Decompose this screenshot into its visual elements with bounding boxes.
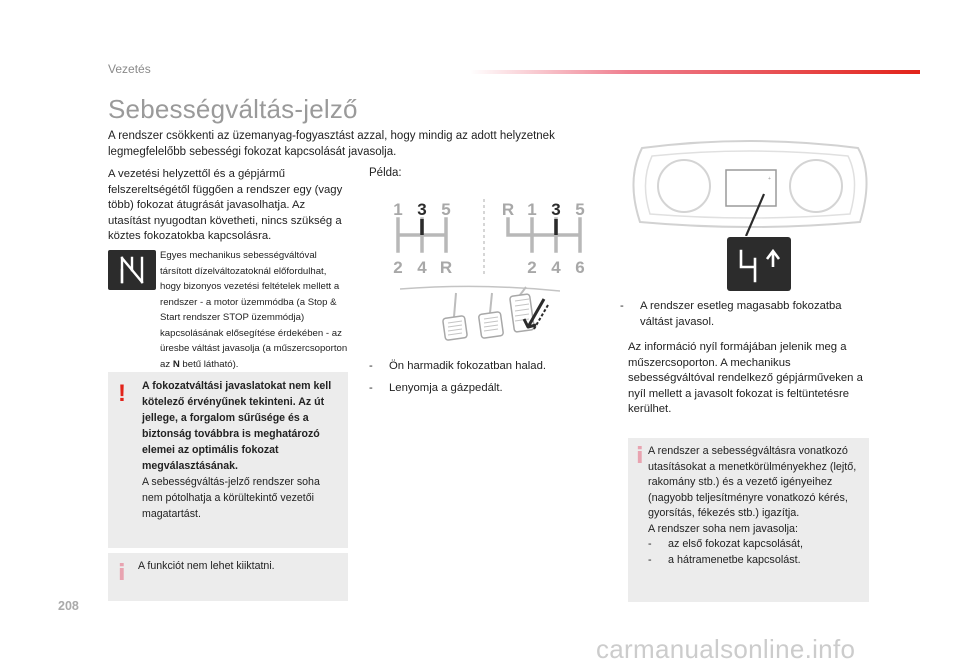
page-title: Sebességváltás-jelző (108, 94, 358, 124)
bullet-accelerator-text: Lenyomja a gázpedált. (389, 382, 503, 394)
header-accent-bar (470, 70, 920, 74)
gate-right-bottom-6: 6 (575, 258, 585, 277)
neutral-note-letter: N (172, 358, 180, 370)
watermark: carmanualsonline.info (596, 634, 856, 664)
info-icon: i (636, 444, 644, 469)
section-label: Vezetés (108, 62, 151, 76)
right-bullet-text: A rendszer esetleg magasabb fokozatba váltást javasol. (640, 300, 842, 328)
bullet-dash: - (369, 360, 373, 372)
right-bullet (620, 299, 868, 330)
example-label: Példa: (369, 167, 402, 179)
neutral-gear-icon (108, 250, 156, 290)
gate-left-bottom-r: R (439, 258, 453, 277)
gate-right-top-r: R (501, 200, 515, 219)
info-line-2: A rendszer soha nem javasolja: (648, 522, 799, 535)
gate-left-top-1: 1 (393, 200, 403, 219)
neutral-note-text: Egyes mechanikus sebességváltóval társított dízelváltozatoknál előfordulhat, hogy bizonyos vezetési feltételek mellett a rendszer - a motor üzemmódba (a Stop & Start rendszer STOP üzemmódja) kapcsolásának elősegítése érdekében - az üresbe váltást javasolja (a műszercsoporton az (160, 250, 348, 370)
warning-icon: ! (118, 380, 126, 407)
gate-right-bottom-2: 2 (527, 258, 537, 277)
gate-left-top-3: 3 (417, 200, 427, 219)
warning-bold-text: A fokozatváltási javaslatokat nem kell kötelező érvényűnek tekinteni. Az út jellege, a forgalom sűrűsége és a biztonság továbbra is meghatározó elemei az optimális fokozat megválasztásának. (142, 380, 332, 472)
info-bullet-1-text: az első fokozat kapcsolását, (668, 538, 804, 550)
instrument-cluster-illustration (628, 140, 873, 236)
info-line-1: A rendszer a sebességváltásra vonatkozó utasításokat a menetkörülményekhez (lejtő, rakomány stb.) és a vezető igényeihez (nagyobb teljesítményre vonatkozó kérés, gyorsítás, fékezés stb.) igazítja. (648, 445, 857, 519)
warning-text (142, 378, 342, 522)
warning-normal-text: A sebességváltás-jelző rendszer soha nem pótolhatja a körültekintő vezetői magatartást. (142, 476, 320, 520)
gate-right-top-1: 1 (527, 200, 537, 219)
info-box-function-text: A funkciót nem lehet kiiktatni. (138, 560, 275, 572)
info-bullet-2-text: a hátramenetbe kapcsolást. (668, 553, 801, 566)
info-box-adaptation (628, 438, 869, 602)
bullet-dash: - (369, 382, 373, 394)
gate-left-top-5: 5 (441, 200, 451, 219)
gear-shift-indicator-icon (727, 237, 791, 291)
gate-left-bottom-4: 4 (417, 258, 427, 277)
neutral-note (160, 248, 348, 372)
gate-right-bottom-4: 4 (551, 258, 561, 277)
neutral-note-end: betű látható). (182, 358, 239, 370)
gate-right-top-3: 3 (551, 200, 561, 219)
gear-gate-diagram (390, 195, 600, 277)
pedals-illustration (400, 285, 560, 347)
info-bullet-1: - az első fokozat kapcsolását, (648, 538, 804, 550)
right-bullet-dash: - (620, 300, 624, 312)
warning-box (108, 372, 348, 548)
svg-text:+: + (768, 176, 771, 182)
info-bullet-2: - a hátramenetbe kapcsolást. (648, 553, 801, 566)
intro-paragraph: A rendszer csökkenti az üzemanyag-fogyasztást azzal, hogy mindig az adott helyzetnek legmegfelelőbb sebességi fokozat kapcsolását javasolja. (108, 130, 555, 158)
gate-right-top-5: 5 (575, 200, 585, 219)
bullet-third-gear-text: Ön harmadik fokozatban halad. (389, 360, 546, 372)
info-box-adaptation-text (648, 444, 862, 568)
info-icon: i (118, 561, 126, 586)
left-paragraph: A vezetési helyzettől és a gépjármű felszereltségétől függően a rendszer egy (vagy több) fokozat átugrását javasolhatja. Az utasítást nyugodtan követheti, nincs szükség a köztes fokozatokba kapcsolásra. (108, 168, 343, 242)
gate-left-bottom-2: 2 (393, 258, 403, 277)
info-box-function (108, 553, 348, 601)
right-paragraph: Az információ nyíl formájában jelenik meg a műszercsoporton. A mechanikus sebességváltóval rendelkező gépjárműveken a nyíl mellett a javasolt fokozat is feltüntetésre kerülhet. (628, 341, 863, 415)
page-number: 208 (58, 599, 79, 613)
